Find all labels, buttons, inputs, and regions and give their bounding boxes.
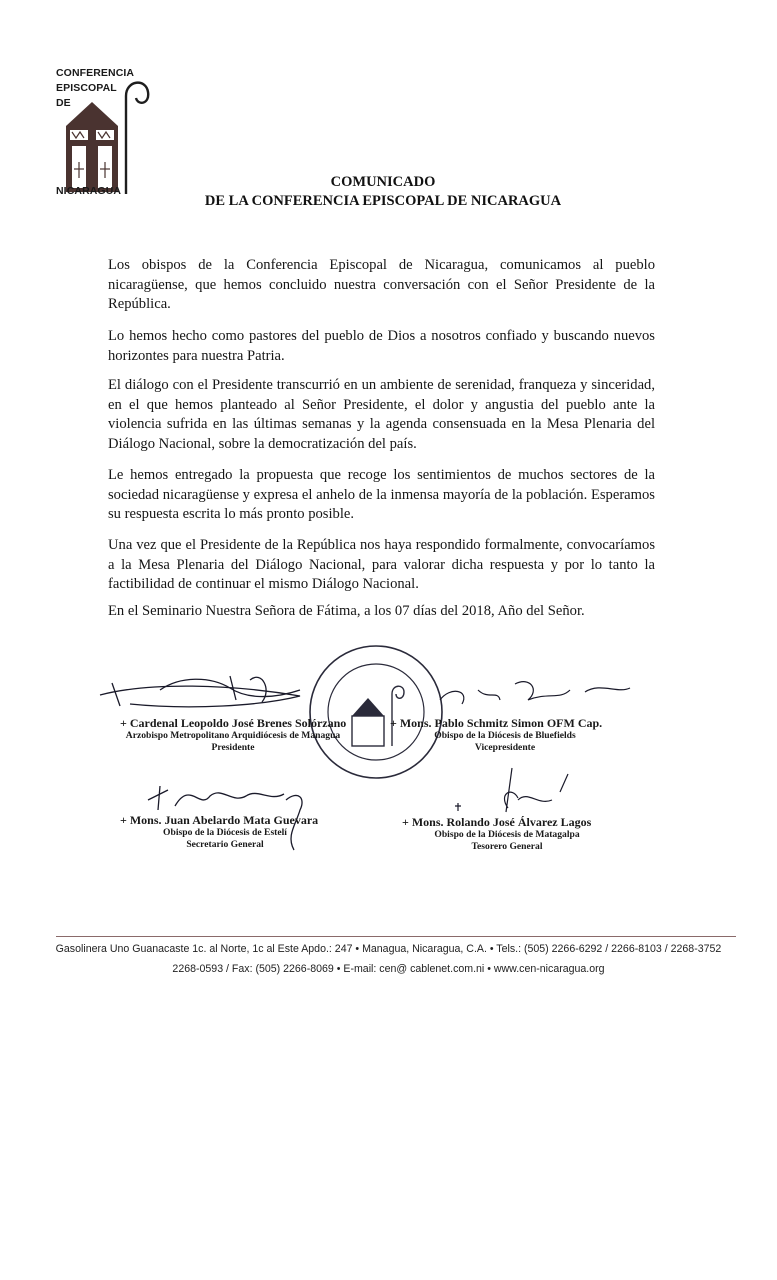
- body-paragraph: El diálogo con el Presidente transcurrió en un ambiente de serenidad, franqueza y sinceridad, en el que hemos planteado al Señor Presidente, el dolor y angustia del pueblo ante la violencia sufrida en las últimas semanas y la agenda consensuada en la Mesa Plenaria del Diálogo Nacional, sobre la democratización del país.: [108, 377, 655, 452]
- body-paragraph: Una vez que el Presidente de la República nos haya respondido formalmente, convocaríamos a la Mesa Plenaria del Diálogo Nacional, para valorar dicha respuesta y por lo tanto la factibilidad de continuar el mismo Diálogo Nacional.: [108, 537, 655, 592]
- body-paragraph: Los obispos de la Conferencia Episcopal de Nicaragua, comunicamos al pueblo nicaragüense, que hemos concluido nuestra conversación con el Señor Presidente de la República.: [108, 257, 655, 312]
- body-paragraph: Lo hemos hecho como pastores del pueblo de Dios a nosotros confiado y buscando nuevos horizontes para nuestra Patria.: [108, 328, 655, 364]
- signatory-name: + Mons. Rolando José Álvarez Lagos: [402, 815, 592, 829]
- signatory-title: Secretario General: [186, 839, 264, 850]
- closing-line: En el Seminario Nuestra Señora de Fátima, a los 07 días del 2018, Año del Señor.: [108, 603, 585, 619]
- body-paragraph: Le hemos entregado la propuesta que recoge los sentimientos de muchos sectores de la sociedad nicaragüense y expresa el anhelo de la inmensa mayoría de la población. Esperamos su respuesta escrita lo más pronto posible.: [108, 467, 655, 522]
- document-subtitle: DE LA CONFERENCIA EPISCOPAL DE NICARAGUA: [204, 193, 562, 209]
- handwritten-signature: [440, 682, 630, 704]
- signatory-name: + Cardenal Leopoldo José Brenes Solórzano: [120, 716, 347, 730]
- document-title: COMUNICADO: [330, 174, 436, 190]
- logo-text-line: NICARAGUA: [56, 185, 122, 197]
- footer-address: Gasolinera Uno Guanacaste 1c. al Norte, 1c al Este Apdo.: 247 • Managua, Nicaragua, C.A. • Tels.: (505) 2266-6292 / 2266-8103 / 2268-3752: [55, 943, 722, 955]
- logo-text-line: EPISCOPAL: [56, 82, 117, 94]
- footer-divider: [56, 936, 736, 937]
- signatory-role: Obispo de la Diócesis de Matagalpa: [434, 829, 580, 840]
- handwritten-signature: [455, 768, 568, 812]
- signatory-title: Tesorero General: [471, 841, 543, 852]
- logo-text-line: CONFERENCIA: [56, 67, 135, 79]
- handwritten-signature: [100, 676, 300, 707]
- logo-text-line: DE: [56, 97, 71, 109]
- signatory-role: Arzobispo Metropolitano Arquidiócesis de Managua: [125, 730, 341, 741]
- official-seal: [310, 646, 442, 778]
- signatory-name: + Mons. Pablo Schmitz Simon OFM Cap.: [390, 716, 603, 730]
- signatory-title: Vicepresidente: [474, 742, 536, 753]
- signatory-role: Obispo de la Diócesis de Estelí: [163, 827, 287, 838]
- signatory-title: Presidente: [211, 742, 255, 753]
- signatory-name: + Mons. Juan Abelardo Mata Guevara: [120, 813, 319, 827]
- footer-contact: 2268-0593 / Fax: (505) 2266-8069 • E-mail: cen@ cablenet.com.ni • www.cen-nicaragua.org: [172, 963, 605, 975]
- signatory-role: Obispo de la Diócesis de Bluefields: [434, 730, 576, 741]
